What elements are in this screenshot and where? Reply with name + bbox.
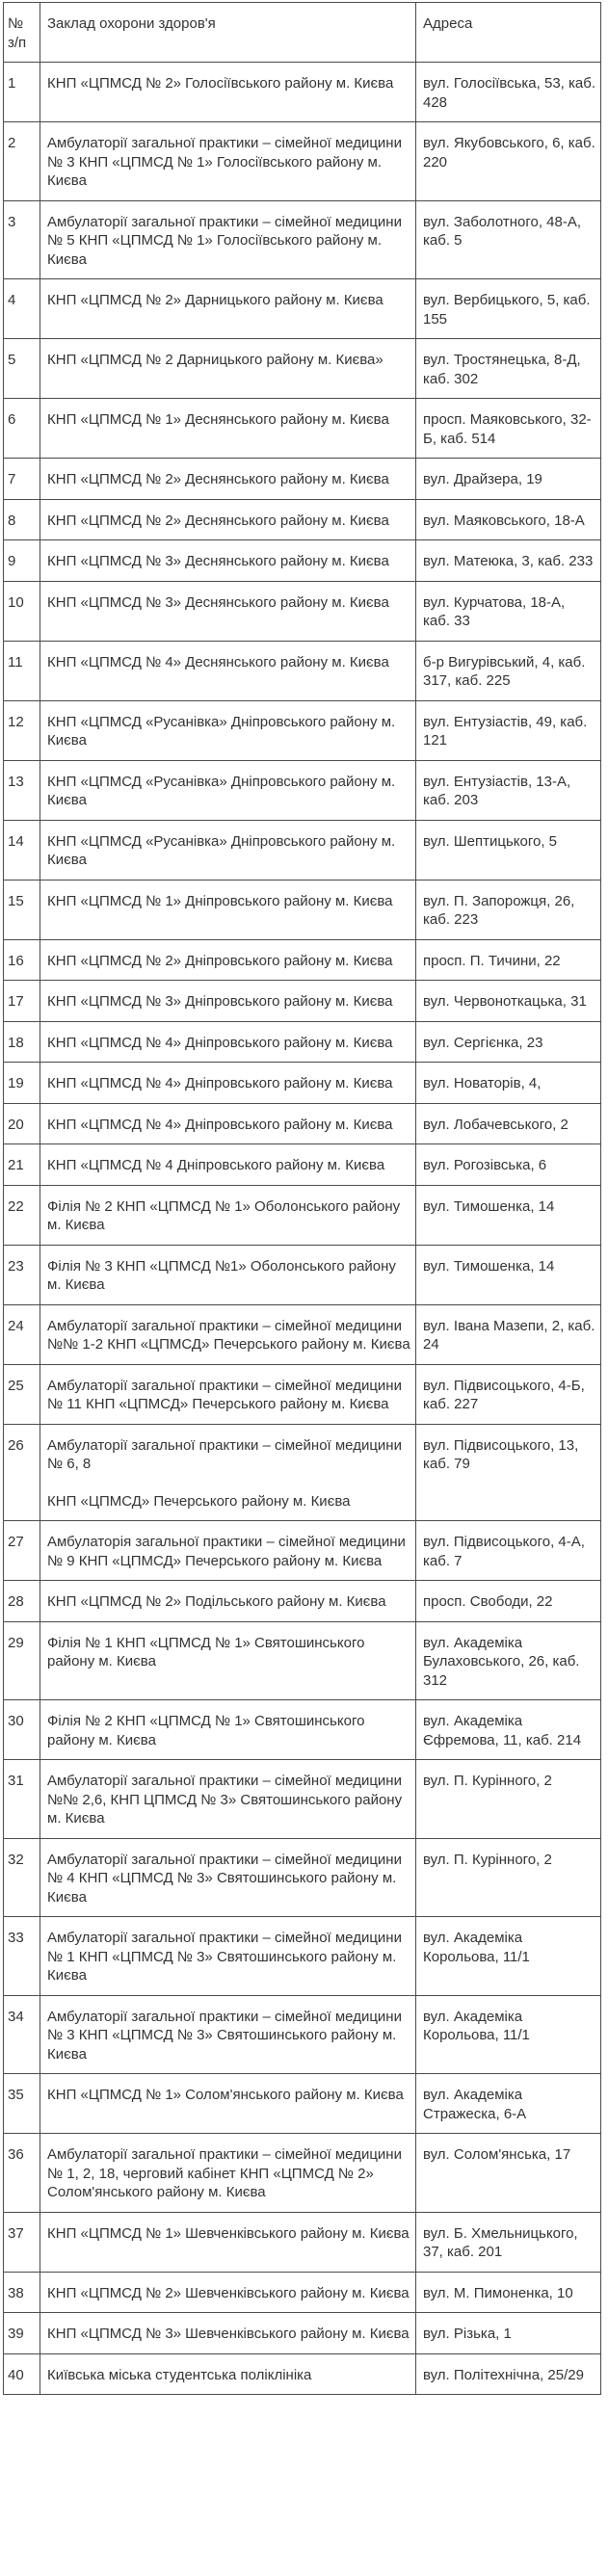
row-number: 34 — [4, 1995, 40, 2074]
table-row — [4, 339, 601, 399]
facility-address: вул. Солом'янська, 17 — [416, 2134, 601, 2213]
header-num: № з/п — [4, 3, 40, 63]
row-number: 35 — [4, 2074, 40, 2134]
row-number: 17 — [4, 981, 40, 1022]
facility-name: КНП «ЦПМСД № 1» Шевченківського району м. Києва — [40, 2212, 416, 2272]
facility-address: вул. Голосіївська, 53, каб. 428 — [416, 63, 601, 122]
row-number: 29 — [4, 1621, 40, 1700]
row-number: 23 — [4, 1245, 40, 1304]
facility-address: вул. Підвисоцького, 13, каб. 79 — [416, 1424, 601, 1521]
facility-address: вул. Шептицького, 5 — [416, 820, 601, 880]
facility-name: КНП «ЦПМСД № 2» Подільського району м. Києва — [40, 1581, 416, 1622]
facility-address: вул. Вербицького, 5, каб. 155 — [416, 279, 601, 339]
table-row — [4, 1700, 601, 1760]
facility-address: вул. Академіка Корольова, 11/1 — [416, 1995, 601, 2074]
row-number: 21 — [4, 1144, 40, 1186]
table-row — [4, 122, 601, 201]
table-row — [4, 1144, 601, 1186]
facility-name: Філія № 2 КНП «ЦПМСД № 1» Святошинського району м. Києва — [40, 1700, 416, 1760]
table-row — [4, 1521, 601, 1581]
row-number: 22 — [4, 1185, 40, 1245]
facility-name: КНП «ЦПМСД № 3» Деснянського району м. Києва — [40, 540, 416, 582]
facility-address: просп. П. Тичини, 22 — [416, 939, 601, 981]
facility-address: вул. Ентузіастів, 13-А, каб. 203 — [416, 760, 601, 820]
facility-name-line: КНП «ЦПМСД» Печерського району м. Києва — [47, 1492, 351, 1510]
facility-name: КНП «ЦПМСД № 1» Солом'янського району м. Києва — [40, 2074, 416, 2134]
row-number: 38 — [4, 2272, 40, 2313]
row-number: 3 — [4, 200, 40, 279]
row-number: 40 — [4, 2353, 40, 2395]
facility-address: вул. Політехнічна, 25/29 — [416, 2353, 601, 2395]
row-number: 10 — [4, 581, 40, 641]
row-number: 13 — [4, 760, 40, 820]
row-number: 39 — [4, 2313, 40, 2354]
table-row — [4, 2313, 601, 2354]
table-row — [4, 540, 601, 582]
facility-address: вул. П. Курінного, 2 — [416, 1838, 601, 1917]
row-number: 9 — [4, 540, 40, 582]
row-number: 7 — [4, 459, 40, 500]
facility-address: вул. П. Курінного, 2 — [416, 1760, 601, 1839]
table-row — [4, 1621, 601, 1700]
facility-name: Амбулаторії загальної практики – сімейної медицини №№ 2,6, КНП ЦПМСД № 3» Святошинського району м. Києва — [40, 1760, 416, 1839]
table-row — [4, 2134, 601, 2213]
facility-address: вул. Якубовського, 6, каб. 220 — [416, 122, 601, 201]
facility-name: КНП «ЦПМСД № 2» Дарницького району м. Києва — [40, 279, 416, 339]
facility-name-line: Амбулаторії загальної практики – сімейної медицини № 6, 8 — [47, 1436, 402, 1472]
row-number: 20 — [4, 1103, 40, 1144]
table-row — [4, 2272, 601, 2313]
row-number: 27 — [4, 1521, 40, 1581]
table-row — [4, 820, 601, 880]
row-number: 18 — [4, 1021, 40, 1063]
facility-name: КНП «ЦПМСД № 2» Деснянського району м. Києва — [40, 459, 416, 500]
facility-name — [40, 1424, 416, 1521]
table-row — [4, 1581, 601, 1622]
facility-address: вул. Сергієнка, 23 — [416, 1021, 601, 1063]
row-number: 24 — [4, 1304, 40, 1364]
facility-name: Амбулаторії загальної практики – сімейної медицини № 3 КНП «ЦПМСД № 3» Святошинського району м. Києва — [40, 1995, 416, 2074]
facility-name: КНП «ЦПМСД «Русанівка» Дніпровського району м. Києва — [40, 760, 416, 820]
facility-address: вул. Ентузіастів, 49, каб. 121 — [416, 700, 601, 760]
table-row — [4, 641, 601, 700]
facility-address: вул. Курчатова, 18-А, каб. 33 — [416, 581, 601, 641]
clinics-table — [3, 2, 601, 2395]
facility-name: Амбулаторії загальної практики – сімейної медицини № 11 КНП «ЦПМСД» Печерського району м. Києва — [40, 1364, 416, 1424]
facility-address: вул. Тимошенка, 14 — [416, 1185, 601, 1245]
facility-name: КНП «ЦПМСД № 2» Голосіївського району м. Києва — [40, 63, 416, 122]
table-row — [4, 939, 601, 981]
facility-address: вул. Рогозівська, 6 — [416, 1144, 601, 1186]
table-row — [4, 2353, 601, 2395]
facility-name: Амбулаторії загальної практики – сімейної медицини № 1 КНП «ЦПМСД № 3» Святошинського району м. Києва — [40, 1917, 416, 1996]
facility-address: вул. Маяковського, 18-А — [416, 499, 601, 540]
row-number: 31 — [4, 1760, 40, 1839]
facility-address: вул. М. Пимоненка, 10 — [416, 2272, 601, 2313]
facility-name: КНП «ЦПМСД № 4» Деснянського району м. Києва — [40, 641, 416, 700]
row-number: 28 — [4, 1581, 40, 1622]
facility-name: КНП «ЦПМСД «Русанівка» Дніпровського району м. Києва — [40, 820, 416, 880]
facility-address: вул. Б. Хмельницького, 37, каб. 201 — [416, 2212, 601, 2272]
row-number: 6 — [4, 399, 40, 459]
table-row — [4, 1021, 601, 1063]
facility-address: вул. Івана Мазепи, 2, каб. 24 — [416, 1304, 601, 1364]
table-row — [4, 1760, 601, 1839]
facility-address: вул. П. Запорожця, 26, каб. 223 — [416, 880, 601, 939]
facility-name: КНП «ЦПМСД № 1» Дніпровського району м. Києва — [40, 880, 416, 939]
facility-address: вул. Тимошенка, 14 — [416, 1245, 601, 1304]
row-number: 14 — [4, 820, 40, 880]
row-number: 1 — [4, 63, 40, 122]
table-row — [4, 2074, 601, 2134]
table-row — [4, 1838, 601, 1917]
facility-address: вул. Академіка Булаховського, 26, каб. 312 — [416, 1621, 601, 1700]
table-row — [4, 459, 601, 500]
facility-name: Амбулаторії загальної практики – сімейної медицини № 4 КНП «ЦПМСД № 3» Святошинського району м. Києва — [40, 1838, 416, 1917]
facility-address: просп. Маяковського, 32-Б, каб. 514 — [416, 399, 601, 459]
facility-address: вул. Червоноткацька, 31 — [416, 981, 601, 1022]
facility-name: КНП «ЦПМСД № 4» Дніпровського району м. Києва — [40, 1063, 416, 1104]
row-number: 2 — [4, 122, 40, 201]
facility-name: КНП «ЦПМСД № 4 Дніпровського району м. Києва — [40, 1144, 416, 1186]
table-row — [4, 1364, 601, 1424]
facility-address: вул. Драйзера, 19 — [416, 459, 601, 500]
facility-address: вул. Тростянецька, 8-Д, каб. 302 — [416, 339, 601, 399]
facility-name: Амбулаторія загальної практики – сімейної медицини № 9 КНП «ЦПМСД» Печерського району м. Києва — [40, 1521, 416, 1581]
row-number: 30 — [4, 1700, 40, 1760]
row-number: 26 — [4, 1424, 40, 1521]
row-number: 11 — [4, 641, 40, 700]
facility-address: вул. Академіка Стражеска, 6-А — [416, 2074, 601, 2134]
facility-name: КНП «ЦПМСД № 1» Деснянського району м. Києва — [40, 399, 416, 459]
facility-name: Філія № 2 КНП «ЦПМСД № 1» Оболонського району м. Києва — [40, 1185, 416, 1245]
facility-name: Амбулаторії загальної практики – сімейної медицини № 5 КНП «ЦПМСД № 1» Голосіївського району м. Києва — [40, 200, 416, 279]
row-number: 32 — [4, 1838, 40, 1917]
facility-address: вул. Академіка Корольова, 11/1 — [416, 1917, 601, 1996]
facility-name: КНП «ЦПМСД № 4» Дніпровського району м. Києва — [40, 1103, 416, 1144]
facility-address: вул. Підвисоцького, 4-Б, каб. 227 — [416, 1364, 601, 1424]
facility-address: вул. Матеюка, 3, каб. 233 — [416, 540, 601, 582]
facility-name: КНП «ЦПМСД № 2 Дарницького району м. Києва» — [40, 339, 416, 399]
facility-name: КНП «ЦПМСД № 2» Деснянського району м. Києва — [40, 499, 416, 540]
facility-name: КНП «ЦПМСД № 2» Дніпровського району м. Києва — [40, 939, 416, 981]
row-number: 36 — [4, 2134, 40, 2213]
table-row — [4, 1917, 601, 1996]
row-number: 25 — [4, 1364, 40, 1424]
row-number: 12 — [4, 700, 40, 760]
row-number: 16 — [4, 939, 40, 981]
facility-name: КНП «ЦПМСД № 3» Шевченківського району м. Києва — [40, 2313, 416, 2354]
facility-name: Філія № 3 КНП «ЦПМСД №1» Оболонського району м. Києва — [40, 1245, 416, 1304]
table-row — [4, 1103, 601, 1144]
row-number: 8 — [4, 499, 40, 540]
facility-address: вул. Різька, 1 — [416, 2313, 601, 2354]
table-row — [4, 981, 601, 1022]
row-number: 19 — [4, 1063, 40, 1104]
table-row — [4, 1304, 601, 1364]
row-number: 37 — [4, 2212, 40, 2272]
table-row — [4, 1995, 601, 2074]
facility-name: КНП «ЦПМСД № 3» Деснянського району м. Києва — [40, 581, 416, 641]
header-address: Адреса — [416, 3, 601, 63]
table-row — [4, 200, 601, 279]
table-row — [4, 2212, 601, 2272]
facility-name: Філія № 1 КНП «ЦПМСД № 1» Святошинського району м. Києва — [40, 1621, 416, 1700]
facility-address: вул. Заболотного, 48-А, каб. 5 — [416, 200, 601, 279]
facility-address: б-р Вигурівський, 4, каб. 317, каб. 225 — [416, 641, 601, 700]
row-number: 15 — [4, 880, 40, 939]
facility-name: КНП «ЦПМСД «Русанівка» Дніпровського району м. Києва — [40, 700, 416, 760]
table-row — [4, 1245, 601, 1304]
row-number: 4 — [4, 279, 40, 339]
facility-name: КНП «ЦПМСД № 3» Дніпровського району м. Києва — [40, 981, 416, 1022]
table-row — [4, 1185, 601, 1245]
table-row — [4, 63, 601, 122]
facility-name: Амбулаторії загальної практики – сімейної медицини № 1, 2, 18, черговий кабінет КНП «ЦПМСД № 2» Солом'янського району м. Києва — [40, 2134, 416, 2213]
table-row — [4, 1063, 601, 1104]
facility-address: просп. Свободи, 22 — [416, 1581, 601, 1622]
table-row — [4, 760, 601, 820]
facility-name: Амбулаторії загальної практики – сімейної медицини №№ 1-2 КНП «ЦПМСД» Печерського району м. Києва — [40, 1304, 416, 1364]
facility-name: КНП «ЦПМСД № 4» Дніпровського району м. Києва — [40, 1021, 416, 1063]
table-row — [4, 499, 601, 540]
facility-address: вул. Новаторів, 4, — [416, 1063, 601, 1104]
facility-name: КНП «ЦПМСД № 2» Шевченківського району м. Києва — [40, 2272, 416, 2313]
table-row — [4, 700, 601, 760]
row-number: 5 — [4, 339, 40, 399]
facility-address: вул. Академіка Єфремова, 11, каб. 214 — [416, 1700, 601, 1760]
facility-name: Київська міська студентська поліклініка — [40, 2353, 416, 2395]
table-header-row — [4, 3, 601, 63]
table-row — [4, 279, 601, 339]
row-number: 33 — [4, 1917, 40, 1996]
table-row — [4, 1424, 601, 1521]
header-name: Заклад охорони здоров'я — [40, 3, 416, 63]
facility-address: вул. Лобачевського, 2 — [416, 1103, 601, 1144]
table-row — [4, 880, 601, 939]
facility-name: Амбулаторії загальної практики – сімейної медицини № 3 КНП «ЦПМСД № 1» Голосіївського району м. Києва — [40, 122, 416, 201]
table-row — [4, 581, 601, 641]
facility-address: вул. Підвисоцького, 4-А, каб. 7 — [416, 1521, 601, 1581]
table-row — [4, 399, 601, 459]
